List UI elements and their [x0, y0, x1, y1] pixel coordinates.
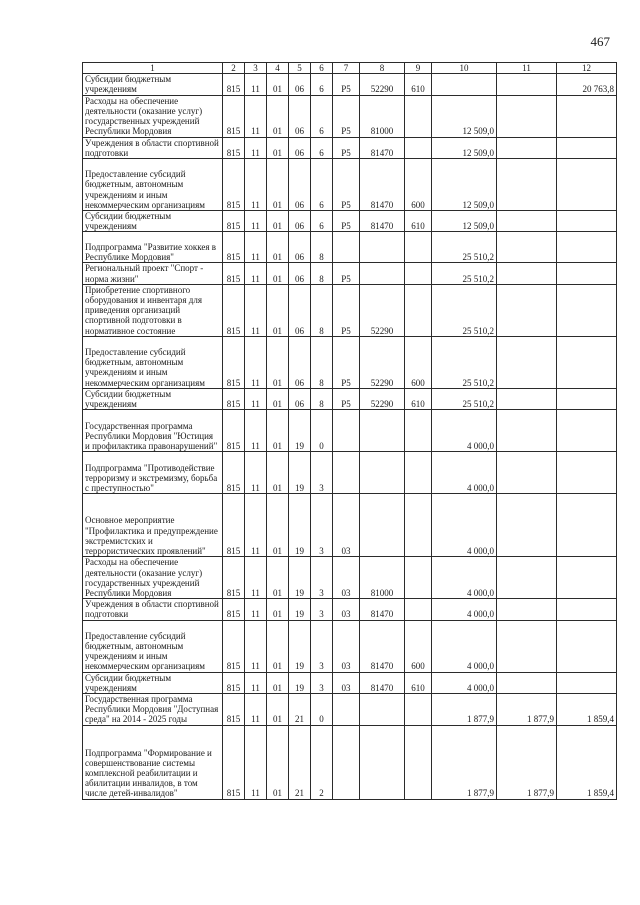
budget-table	[82, 62, 617, 800]
table-row	[83, 211, 617, 232]
row-name: Предоставление субсидий бюджетным, автономным учреждениям и иным некоммерческим организациям	[83, 620, 223, 672]
direction-code	[360, 263, 405, 284]
event-code: 03	[333, 557, 360, 599]
amount-year-3	[557, 452, 617, 494]
direction-code	[360, 452, 405, 494]
table-row	[83, 232, 617, 263]
podrazdel-code: 01	[267, 494, 289, 557]
razdel-code: 11	[245, 137, 267, 158]
podrazdel-code: 01	[267, 211, 289, 232]
column-header: 3	[245, 63, 267, 74]
direction-code: 81470	[360, 672, 405, 693]
amount-year-1: 1 877,9	[432, 725, 497, 799]
table-row	[83, 95, 617, 137]
direction-code: 52290	[360, 74, 405, 95]
row-name: Предоставление субсидий бюджетным, автономным учреждениям и иным некоммерческим организациям	[83, 336, 223, 388]
amount-year-1: 1 877,9	[432, 694, 497, 726]
podrazdel-code: 01	[267, 388, 289, 409]
column-header: 8	[360, 63, 405, 74]
podrazdel-code: 01	[267, 284, 289, 336]
event-code: 03	[333, 672, 360, 693]
amount-year-3	[557, 137, 617, 158]
gr-code: 815	[223, 694, 245, 726]
gr-code: 815	[223, 452, 245, 494]
program-code: 06	[289, 137, 311, 158]
amount-year-3	[557, 620, 617, 672]
gr-code: 815	[223, 725, 245, 799]
event-code: 03	[333, 494, 360, 557]
podrazdel-code: 01	[267, 74, 289, 95]
gr-code: 815	[223, 557, 245, 599]
amount-year-1: 25 510,2	[432, 336, 497, 388]
page-number: 467	[590, 34, 610, 49]
column-header: 10	[432, 63, 497, 74]
direction-code	[360, 232, 405, 263]
table-row	[83, 452, 617, 494]
subprogram-code: 2	[311, 725, 333, 799]
event-code: 03	[333, 620, 360, 672]
expense-type-code: 610	[405, 388, 432, 409]
gr-code: 815	[223, 263, 245, 284]
amount-year-1: 25 510,2	[432, 263, 497, 284]
subprogram-code: 8	[311, 388, 333, 409]
column-header: 1	[83, 63, 223, 74]
table-row	[83, 410, 617, 452]
direction-code	[360, 694, 405, 726]
direction-code	[360, 725, 405, 799]
razdel-code: 11	[245, 232, 267, 263]
amount-year-2	[497, 410, 557, 452]
table-row	[83, 388, 617, 409]
table-row	[83, 557, 617, 599]
amount-year-3: 1 859,4	[557, 725, 617, 799]
event-code	[333, 410, 360, 452]
expense-type-code: 610	[405, 211, 432, 232]
podrazdel-code: 01	[267, 95, 289, 137]
amount-year-1: 4 000,0	[432, 599, 497, 620]
table-row	[83, 694, 617, 726]
gr-code: 815	[223, 672, 245, 693]
column-header: 9	[405, 63, 432, 74]
table-row	[83, 672, 617, 693]
podrazdel-code: 01	[267, 159, 289, 211]
direction-code: 81470	[360, 137, 405, 158]
amount-year-3	[557, 95, 617, 137]
program-code: 19	[289, 620, 311, 672]
amount-year-2	[497, 557, 557, 599]
row-name: Учреждения в области спортивной подготовки	[83, 599, 223, 620]
event-code: 03	[333, 599, 360, 620]
amount-year-3	[557, 494, 617, 557]
amount-year-3	[557, 672, 617, 693]
program-code: 06	[289, 159, 311, 211]
amount-year-1: 25 510,2	[432, 388, 497, 409]
row-name: Государственная программа Республики Мордовия "Доступная среда" на 2014 - 2025 годы	[83, 694, 223, 726]
gr-code: 815	[223, 137, 245, 158]
subprogram-code: 0	[311, 410, 333, 452]
program-code: 19	[289, 599, 311, 620]
direction-code: 81470	[360, 159, 405, 211]
expense-type-code	[405, 725, 432, 799]
table-row	[83, 159, 617, 211]
amount-year-2	[497, 284, 557, 336]
amount-year-2	[497, 232, 557, 263]
subprogram-code: 0	[311, 694, 333, 726]
event-code	[333, 232, 360, 263]
row-name: Субсидии бюджетным учреждениям	[83, 211, 223, 232]
gr-code: 815	[223, 620, 245, 672]
event-code: Р5	[333, 159, 360, 211]
expense-type-code: 610	[405, 672, 432, 693]
row-name: Государственная программа Республики Мордовия "Юстиция и профилактика правонарушений"	[83, 410, 223, 452]
subprogram-code: 3	[311, 557, 333, 599]
program-code: 06	[289, 263, 311, 284]
program-code: 06	[289, 74, 311, 95]
direction-code: 52290	[360, 284, 405, 336]
podrazdel-code: 01	[267, 599, 289, 620]
razdel-code: 11	[245, 672, 267, 693]
subprogram-code: 3	[311, 620, 333, 672]
event-code: Р5	[333, 95, 360, 137]
subprogram-code: 6	[311, 211, 333, 232]
expense-type-code	[405, 232, 432, 263]
direction-code: 81470	[360, 599, 405, 620]
amount-year-3	[557, 336, 617, 388]
direction-code	[360, 410, 405, 452]
amount-year-2	[497, 494, 557, 557]
razdel-code: 11	[245, 211, 267, 232]
amount-year-3	[557, 232, 617, 263]
expense-type-code	[405, 452, 432, 494]
direction-code: 52290	[360, 336, 405, 388]
amount-year-2	[497, 137, 557, 158]
amount-year-2	[497, 211, 557, 232]
amount-year-3	[557, 599, 617, 620]
razdel-code: 11	[245, 620, 267, 672]
header-row	[83, 63, 617, 74]
podrazdel-code: 01	[267, 557, 289, 599]
event-code	[333, 725, 360, 799]
column-header: 2	[223, 63, 245, 74]
column-header: 11	[497, 63, 557, 74]
razdel-code: 11	[245, 388, 267, 409]
program-code: 06	[289, 336, 311, 388]
amount-year-3	[557, 159, 617, 211]
event-code	[333, 694, 360, 726]
table-row	[83, 284, 617, 336]
program-code: 06	[289, 284, 311, 336]
program-code: 19	[289, 672, 311, 693]
expense-type-code: 610	[405, 74, 432, 95]
row-name: Субсидии бюджетным учреждениям	[83, 74, 223, 95]
gr-code: 815	[223, 159, 245, 211]
direction-code	[360, 494, 405, 557]
program-code: 19	[289, 410, 311, 452]
amount-year-3: 20 763,8	[557, 74, 617, 95]
subprogram-code: 6	[311, 137, 333, 158]
program-code: 19	[289, 452, 311, 494]
event-code: Р5	[333, 137, 360, 158]
amount-year-3	[557, 263, 617, 284]
amount-year-1: 12 509,0	[432, 211, 497, 232]
expense-type-code: 600	[405, 336, 432, 388]
row-name: Подпрограмма "Развитие хоккея в Республике Мордовия"	[83, 232, 223, 263]
amount-year-3	[557, 284, 617, 336]
gr-code: 815	[223, 388, 245, 409]
event-code: Р5	[333, 74, 360, 95]
razdel-code: 11	[245, 494, 267, 557]
gr-code: 815	[223, 232, 245, 263]
event-code	[333, 452, 360, 494]
gr-code: 815	[223, 410, 245, 452]
expense-type-code	[405, 557, 432, 599]
program-code: 06	[289, 232, 311, 263]
column-header: 4	[267, 63, 289, 74]
column-header: 12	[557, 63, 617, 74]
amount-year-2	[497, 672, 557, 693]
row-name: Субсидии бюджетным учреждениям	[83, 388, 223, 409]
program-code: 06	[289, 211, 311, 232]
row-name: Расходы на обеспечение деятельности (оказание услуг) государственных учреждений Республики Мордовия	[83, 95, 223, 137]
expense-type-code: 600	[405, 159, 432, 211]
program-code: 06	[289, 95, 311, 137]
amount-year-1: 12 509,0	[432, 95, 497, 137]
subprogram-code: 3	[311, 452, 333, 494]
subprogram-code: 3	[311, 494, 333, 557]
subprogram-code: 8	[311, 284, 333, 336]
razdel-code: 11	[245, 159, 267, 211]
amount-year-3: 1 859,4	[557, 694, 617, 726]
row-name: Приобретение спортивного оборудования и инвентаря для приведения организаций спортивной подготовки в нормативное состояние	[83, 284, 223, 336]
event-code: Р5	[333, 211, 360, 232]
row-name: Основное мероприятие "Профилактика и предупреждение экстремистских и террористических проявлений"	[83, 494, 223, 557]
amount-year-1: 12 509,0	[432, 137, 497, 158]
direction-code: 81470	[360, 211, 405, 232]
subprogram-code: 6	[311, 95, 333, 137]
amount-year-1: 4 000,0	[432, 620, 497, 672]
program-code: 21	[289, 694, 311, 726]
gr-code: 815	[223, 336, 245, 388]
podrazdel-code: 01	[267, 410, 289, 452]
razdel-code: 11	[245, 410, 267, 452]
gr-code: 815	[223, 494, 245, 557]
expense-type-code	[405, 694, 432, 726]
podrazdel-code: 01	[267, 232, 289, 263]
amount-year-3	[557, 388, 617, 409]
razdel-code: 11	[245, 557, 267, 599]
amount-year-1: 25 510,2	[432, 232, 497, 263]
amount-year-1	[432, 74, 497, 95]
program-code: 06	[289, 388, 311, 409]
expense-type-code: 600	[405, 620, 432, 672]
amount-year-1: 4 000,0	[432, 557, 497, 599]
razdel-code: 11	[245, 694, 267, 726]
program-code: 19	[289, 557, 311, 599]
podrazdel-code: 01	[267, 137, 289, 158]
razdel-code: 11	[245, 74, 267, 95]
amount-year-2	[497, 95, 557, 137]
amount-year-2	[497, 620, 557, 672]
amount-year-2: 1 877,9	[497, 694, 557, 726]
razdel-code: 11	[245, 95, 267, 137]
direction-code: 81000	[360, 95, 405, 137]
row-name: Предоставление субсидий бюджетным, автономным учреждениям и иным некоммерческим организациям	[83, 159, 223, 211]
amount-year-1: 4 000,0	[432, 452, 497, 494]
amount-year-1: 25 510,2	[432, 284, 497, 336]
amount-year-1: 12 509,0	[432, 159, 497, 211]
podrazdel-code: 01	[267, 452, 289, 494]
podrazdel-code: 01	[267, 725, 289, 799]
gr-code: 815	[223, 284, 245, 336]
subprogram-code: 6	[311, 159, 333, 211]
direction-code: 81470	[360, 620, 405, 672]
podrazdel-code: 01	[267, 620, 289, 672]
amount-year-3	[557, 211, 617, 232]
expense-type-code	[405, 494, 432, 557]
table-row	[83, 263, 617, 284]
subprogram-code: 3	[311, 672, 333, 693]
expense-type-code	[405, 410, 432, 452]
event-code: Р5	[333, 263, 360, 284]
amount-year-2	[497, 388, 557, 409]
row-name: Расходы на обеспечение деятельности (оказание услуг) государственных учреждений Республики Мордовия	[83, 557, 223, 599]
amount-year-2	[497, 599, 557, 620]
razdel-code: 11	[245, 725, 267, 799]
row-name: Субсидии бюджетным учреждениям	[83, 672, 223, 693]
amount-year-2	[497, 452, 557, 494]
razdel-code: 11	[245, 599, 267, 620]
podrazdel-code: 01	[267, 263, 289, 284]
row-name: Учреждения в области спортивной подготовки	[83, 137, 223, 158]
subprogram-code: 8	[311, 263, 333, 284]
amount-year-1: 4 000,0	[432, 672, 497, 693]
direction-code: 52290	[360, 388, 405, 409]
razdel-code: 11	[245, 336, 267, 388]
row-name: Подпрограмма "Формирование и совершенствование системы комплексной реабилитации и абилитации инвалидов, в том числе детей-инвалидов"	[83, 725, 223, 799]
event-code: Р5	[333, 284, 360, 336]
row-name: Подпрограмма "Противодействие терроризму и экстремизму, борьба с преступностью"	[83, 452, 223, 494]
amount-year-2	[497, 159, 557, 211]
direction-code: 81000	[360, 557, 405, 599]
table-row	[83, 620, 617, 672]
table-row	[83, 725, 617, 799]
table-row	[83, 336, 617, 388]
amount-year-1: 4 000,0	[432, 494, 497, 557]
gr-code: 815	[223, 74, 245, 95]
expense-type-code	[405, 137, 432, 158]
subprogram-code: 3	[311, 599, 333, 620]
column-header: 5	[289, 63, 311, 74]
gr-code: 815	[223, 95, 245, 137]
podrazdel-code: 01	[267, 672, 289, 693]
razdel-code: 11	[245, 284, 267, 336]
gr-code: 815	[223, 211, 245, 232]
amount-year-3	[557, 410, 617, 452]
subprogram-code: 8	[311, 336, 333, 388]
table-row	[83, 599, 617, 620]
amount-year-2	[497, 336, 557, 388]
program-code: 19	[289, 494, 311, 557]
gr-code: 815	[223, 599, 245, 620]
table-row	[83, 74, 617, 95]
event-code: Р5	[333, 388, 360, 409]
column-header: 7	[333, 63, 360, 74]
amount-year-3	[557, 557, 617, 599]
podrazdel-code: 01	[267, 336, 289, 388]
column-header: 6	[311, 63, 333, 74]
row-name: Региональный проект "Спорт - норма жизни"	[83, 263, 223, 284]
expense-type-code	[405, 599, 432, 620]
amount-year-1: 4 000,0	[432, 410, 497, 452]
subprogram-code: 6	[311, 74, 333, 95]
podrazdel-code: 01	[267, 694, 289, 726]
subprogram-code: 8	[311, 232, 333, 263]
razdel-code: 11	[245, 452, 267, 494]
expense-type-code	[405, 263, 432, 284]
event-code: Р5	[333, 336, 360, 388]
expense-type-code	[405, 284, 432, 336]
amount-year-2	[497, 74, 557, 95]
expense-type-code	[405, 95, 432, 137]
amount-year-2	[497, 263, 557, 284]
razdel-code: 11	[245, 263, 267, 284]
table-row	[83, 494, 617, 557]
table-row	[83, 137, 617, 158]
program-code: 21	[289, 725, 311, 799]
amount-year-2: 1 877,9	[497, 725, 557, 799]
